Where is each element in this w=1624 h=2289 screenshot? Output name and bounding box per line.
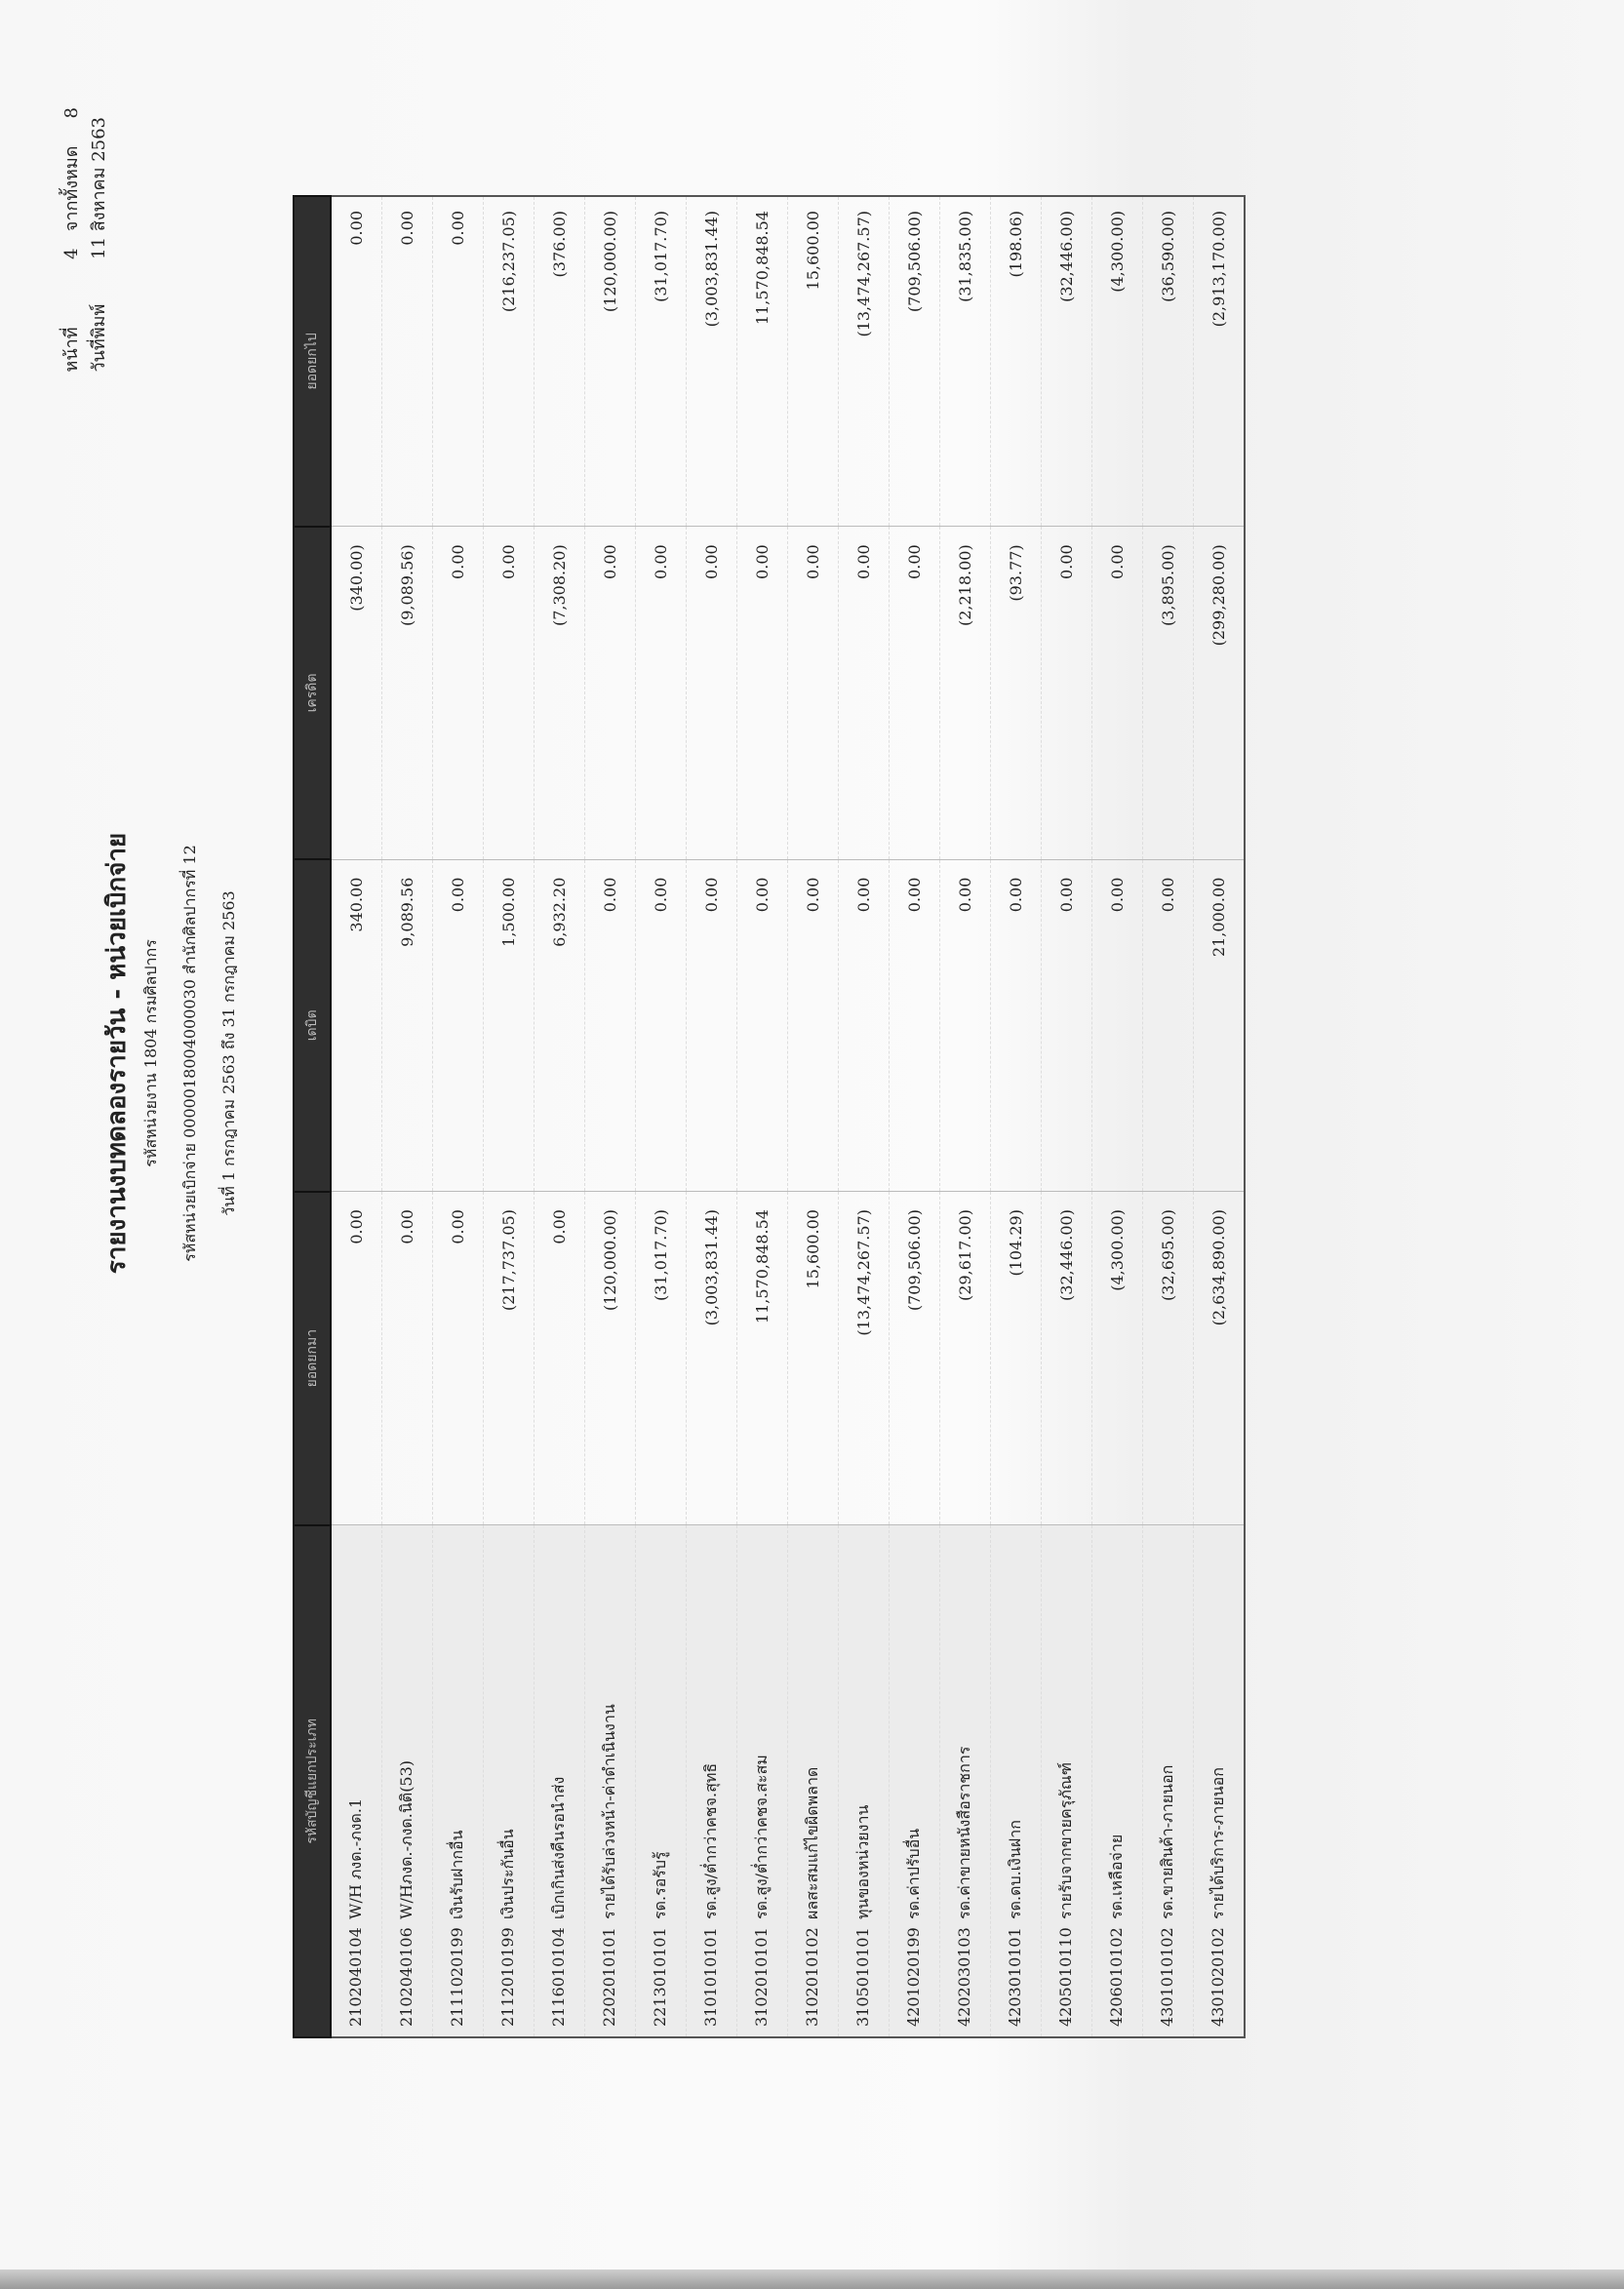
account-cell [839, 1525, 890, 2037]
table-row [1194, 196, 1246, 2037]
closing-amount: (3,003,831.44) [687, 196, 737, 527]
account-name: รายได้บริการ-ภายนอก [1208, 1767, 1227, 1919]
column-header-closing: ยอดยกไป [294, 196, 331, 527]
account-name: รด.ค่าปรับอื่น [904, 1828, 923, 1919]
closing-amount: 0.00 [382, 196, 433, 527]
credit-amount: 0.00 [636, 527, 687, 859]
credit-amount: 0.00 [788, 527, 839, 859]
account-cell [1092, 1525, 1143, 2037]
account-code: 3101010101 [701, 1927, 720, 2027]
account-code: 2202010101 [600, 1927, 618, 2027]
account-name: รด.ขายสินค้า-ภายนอก [1158, 1764, 1176, 1919]
opening-amount: 0.00 [382, 1192, 433, 1525]
closing-amount: (2,913,170.00) [1194, 196, 1246, 527]
credit-amount: 0.00 [484, 527, 535, 859]
opening-amount: (2,634,890.00) [1194, 1192, 1246, 1525]
account-name: รด.สูง/ต่ำกว่าคชจ.สะสม [752, 1755, 771, 1919]
account-name: ทุนของหน่วยงาน [853, 1804, 872, 1919]
account-cell [535, 1525, 585, 2037]
table-row [636, 196, 687, 2037]
account-name: W/Hภงด.-ภงด.นิติ(53) [397, 1759, 416, 1919]
credit-amount: 0.00 [1042, 527, 1092, 859]
closing-amount: (36,590.00) [1143, 196, 1194, 527]
account-name: เงินรับฝากอื่น [448, 1830, 466, 1919]
account-cell [890, 1525, 940, 2037]
table-row [991, 196, 1042, 2037]
closing-amount: (13,474,267.57) [839, 196, 890, 527]
opening-amount: (709,506.00) [890, 1192, 940, 1525]
rotated-report [59, 68, 1463, 2038]
credit-amount: 0.00 [839, 527, 890, 859]
account-name: รด.ดบ.เงินฝาก [1006, 1820, 1024, 1919]
disbursing-unit: รหัสหน่วยเบิกจ่าย 0000018004000030 สำนักศิลปากรที่ 12 [180, 845, 199, 1262]
account-code: 2112010199 [498, 1927, 517, 2027]
table-row [484, 196, 535, 2037]
closing-amount: (709,506.00) [890, 196, 940, 527]
credit-amount: (2,218.00) [940, 527, 991, 859]
table-row [687, 196, 737, 2037]
credit-amount: 0.00 [1092, 527, 1143, 859]
account-code: 4202030103 [955, 1927, 973, 2027]
account-code: 4203010101 [1006, 1927, 1024, 2027]
account-code: 2102040104 [346, 1927, 365, 2027]
report-title: รายงานงบทดลองรายวัน - หน่วยเบิกจ่าย [102, 832, 132, 1275]
debit-amount: 0.00 [839, 859, 890, 1191]
closing-amount: (4,300.00) [1092, 196, 1143, 527]
account-code: 4301020102 [1208, 1927, 1227, 2027]
account-cell [1042, 1525, 1092, 2037]
debit-amount: 0.00 [737, 859, 788, 1191]
closing-amount: (120,000.00) [585, 196, 636, 527]
account-name: รด.สูง/ต่ำกว่าคชจ.สุทธิ [701, 1762, 720, 1919]
total-pages: 8 [61, 107, 82, 119]
column-header-account: รหัสบัญชีแยกประเภท [294, 1525, 331, 2037]
account-code: 2213010101 [651, 1927, 669, 2027]
table-row [331, 196, 382, 2037]
table-row [1143, 196, 1194, 2037]
table-row [890, 196, 940, 2037]
credit-amount: 0.00 [737, 527, 788, 859]
closing-amount: 11,570,848.54 [737, 196, 788, 527]
table-row [382, 196, 433, 2037]
account-code: 4206010102 [1107, 1927, 1126, 2027]
debit-amount: 0.00 [991, 859, 1042, 1191]
account-name: รด.รอรับรู้ [651, 1851, 669, 1919]
print-date: 11 สิงหาคม 2563 [89, 117, 109, 259]
table-row [433, 196, 484, 2037]
account-name: รด.ค่าขายหนังสือราชการ [955, 1746, 973, 1919]
credit-amount: (299,280.00) [1194, 527, 1246, 859]
account-code: 3102010101 [752, 1927, 771, 2027]
opening-amount: 15,600.00 [788, 1192, 839, 1525]
account-code: 2111020199 [448, 1927, 466, 2027]
account-cell [1194, 1525, 1246, 2037]
credit-amount: (9,089.56) [382, 527, 433, 859]
table-row [788, 196, 839, 2037]
debit-amount: 1,500.00 [484, 859, 535, 1191]
debit-amount: 0.00 [1092, 859, 1143, 1191]
page-number: 4 [61, 248, 82, 259]
account-code: 4301010102 [1158, 1927, 1176, 2027]
opening-amount: 0.00 [331, 1192, 382, 1525]
table-row [1092, 196, 1143, 2037]
closing-amount: 15,600.00 [788, 196, 839, 527]
account-cell [331, 1525, 382, 2037]
account-name: รายรับจากขายครุภัณฑ์ [1056, 1761, 1075, 1919]
closing-amount: (31,835.00) [940, 196, 991, 527]
account-code: 4205010110 [1056, 1927, 1075, 2027]
credit-amount: 0.00 [890, 527, 940, 859]
table-row [1042, 196, 1092, 2037]
debit-amount: 0.00 [433, 859, 484, 1191]
account-cell [484, 1525, 535, 2037]
account-code: 2116010104 [549, 1927, 568, 2027]
closing-amount: (216,237.05) [484, 196, 535, 527]
closing-amount: (32,446.00) [1042, 196, 1092, 527]
credit-amount: (3,895.00) [1143, 527, 1194, 859]
table-row [839, 196, 890, 2037]
account-code: 4201020199 [904, 1927, 923, 2027]
opening-amount: (4,300.00) [1092, 1192, 1143, 1525]
account-cell [433, 1525, 484, 2037]
opening-amount: (3,003,831.44) [687, 1192, 737, 1525]
column-header-debit: เดบิต [294, 859, 331, 1191]
account-cell [585, 1525, 636, 2037]
table-row [535, 196, 585, 2037]
of-label: จากทั้งหมด [61, 145, 82, 232]
account-name: W/H ภงด.-ภงด.1 [346, 1797, 365, 1919]
debit-amount: 0.00 [788, 859, 839, 1191]
debit-amount: 6,932.20 [535, 859, 585, 1191]
opening-amount: (13,474,267.57) [839, 1192, 890, 1525]
agency-code: รหัสหน่วยงาน 1804 กรมศิลปากร [141, 939, 160, 1167]
column-header-credit: เครดิต [294, 527, 331, 859]
account-name: เงินประกันอื่น [498, 1829, 517, 1919]
closing-amount: (198.06) [991, 196, 1042, 527]
credit-amount: (340.00) [331, 527, 382, 859]
opening-amount: 0.00 [433, 1192, 484, 1525]
credit-amount: 0.00 [585, 527, 636, 859]
account-cell [940, 1525, 991, 2037]
account-cell [737, 1525, 788, 2037]
opening-amount: (104.29) [991, 1192, 1042, 1525]
account-code: 3102010102 [803, 1927, 821, 2027]
credit-amount: (7,308.20) [535, 527, 585, 859]
closing-amount: 0.00 [433, 196, 484, 527]
debit-amount: 21,000.00 [1194, 859, 1246, 1191]
table-body [331, 196, 1245, 2037]
opening-amount: (29,617.00) [940, 1192, 991, 1525]
account-name: รด.เหลือจ่าย [1107, 1834, 1126, 1919]
debit-amount: 340.00 [331, 859, 382, 1191]
closing-amount: (31,017.70) [636, 196, 687, 527]
account-name: เบิกเกินส่งคืนรอนำส่ง [549, 1776, 568, 1919]
debit-amount: 0.00 [1042, 859, 1092, 1191]
opening-amount: (120,000.00) [585, 1192, 636, 1525]
account-code: 3105010101 [853, 1927, 872, 2027]
debit-amount: 0.00 [940, 859, 991, 1191]
opening-amount: (217,737.05) [484, 1192, 535, 1525]
opening-amount: 0.00 [535, 1192, 585, 1525]
account-cell [1143, 1525, 1194, 2037]
account-cell [636, 1525, 687, 2037]
closing-amount: 0.00 [331, 196, 382, 527]
trial-balance-table [293, 195, 1246, 2038]
opening-amount: 11,570,848.54 [737, 1192, 788, 1525]
scan-bottom-edge [0, 2269, 1624, 2289]
account-cell [991, 1525, 1042, 2037]
debit-amount: 9,089.56 [382, 859, 433, 1191]
opening-amount: (32,695.00) [1143, 1192, 1194, 1525]
opening-amount: (32,446.00) [1042, 1192, 1092, 1525]
opening-amount: (31,017.70) [636, 1192, 687, 1525]
table-header-row [294, 196, 331, 2037]
account-code: 2102040106 [397, 1927, 416, 2027]
account-cell [382, 1525, 433, 2037]
debit-amount: 0.00 [585, 859, 636, 1191]
account-cell [788, 1525, 839, 2037]
print-date-label: วันที่พิมพ์ [89, 303, 109, 373]
debit-amount: 0.00 [636, 859, 687, 1191]
debit-amount: 0.00 [1143, 859, 1194, 1191]
table-row [585, 196, 636, 2037]
account-name: รายได้รับล่วงหน้า-ค่าดำเนินงาน [600, 1704, 618, 1919]
closing-amount: (376.00) [535, 196, 585, 527]
debit-amount: 0.00 [687, 859, 737, 1191]
report-header [98, 68, 244, 2038]
table-row [737, 196, 788, 2037]
table-row [940, 196, 991, 2037]
account-name: ผลสะสมแก้ไขผิดพลาด [803, 1766, 821, 1919]
credit-amount: (93.77) [991, 527, 1042, 859]
account-cell [687, 1525, 737, 2037]
credit-amount: 0.00 [433, 527, 484, 859]
debit-amount: 0.00 [890, 859, 940, 1191]
column-header-opening: ยอดยกมา [294, 1192, 331, 1525]
page-label: หน้าที่ [61, 327, 82, 373]
credit-amount: 0.00 [687, 527, 737, 859]
date-range: วันที่ 1 กรกฎาคม 2563 ถึง 31 กรกฎาคม 2563 [219, 890, 238, 1216]
